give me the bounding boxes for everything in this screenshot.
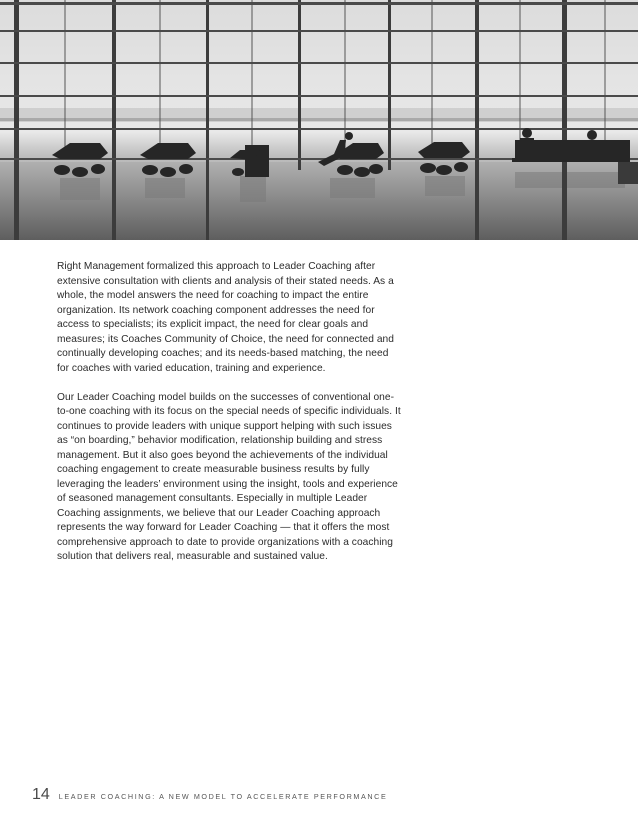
running-title: LEADER COACHING: A NEW MODEL TO ACCELERATE PERFORMANCE <box>58 792 388 801</box>
paragraph-2: Our Leader Coaching model builds on the successes of conventional one-to-one coaching with its focus on the special needs of specific individuals. It continues to provide leaders with unique support helping with such issues as “on boarding,” behavior modification, relationship building and stress management. But it also goes beyond the achievements of the individual coaching engagement to create measurable business results by fully leveraging the leaders’ environment using the insight, tools and experience of seasoned management consultants. Especially in multiple Leader Coaching assignments, we believe that our Leader Coaching approach represents the way forward for Leader Coaching — that it offers the most comprehensive approach to date to provide organizations with a coaching solution that delivers real, measurable and sustained value. <box>57 391 401 562</box>
body-text <box>57 260 402 579</box>
hero-photo <box>0 0 638 240</box>
paragraph-1: Right Management formalized this approach to Leader Coaching after extensive consultation with clients and analysis of their stated needs. As a whole, the model answers the need for coaching to impact the entire organization. Its network coaching component addresses the need for access to specialists; its explicit impact, the need for clear goals and measures; its Coaches Community of Choice, the need for connected and continually developing coaches; and its needs-based matching, the need for coaches with varied education, training and experience. <box>57 261 394 374</box>
page-number: 14 <box>32 786 50 803</box>
airport-terminal-photo-icon <box>0 0 638 240</box>
page-footer <box>32 786 387 806</box>
